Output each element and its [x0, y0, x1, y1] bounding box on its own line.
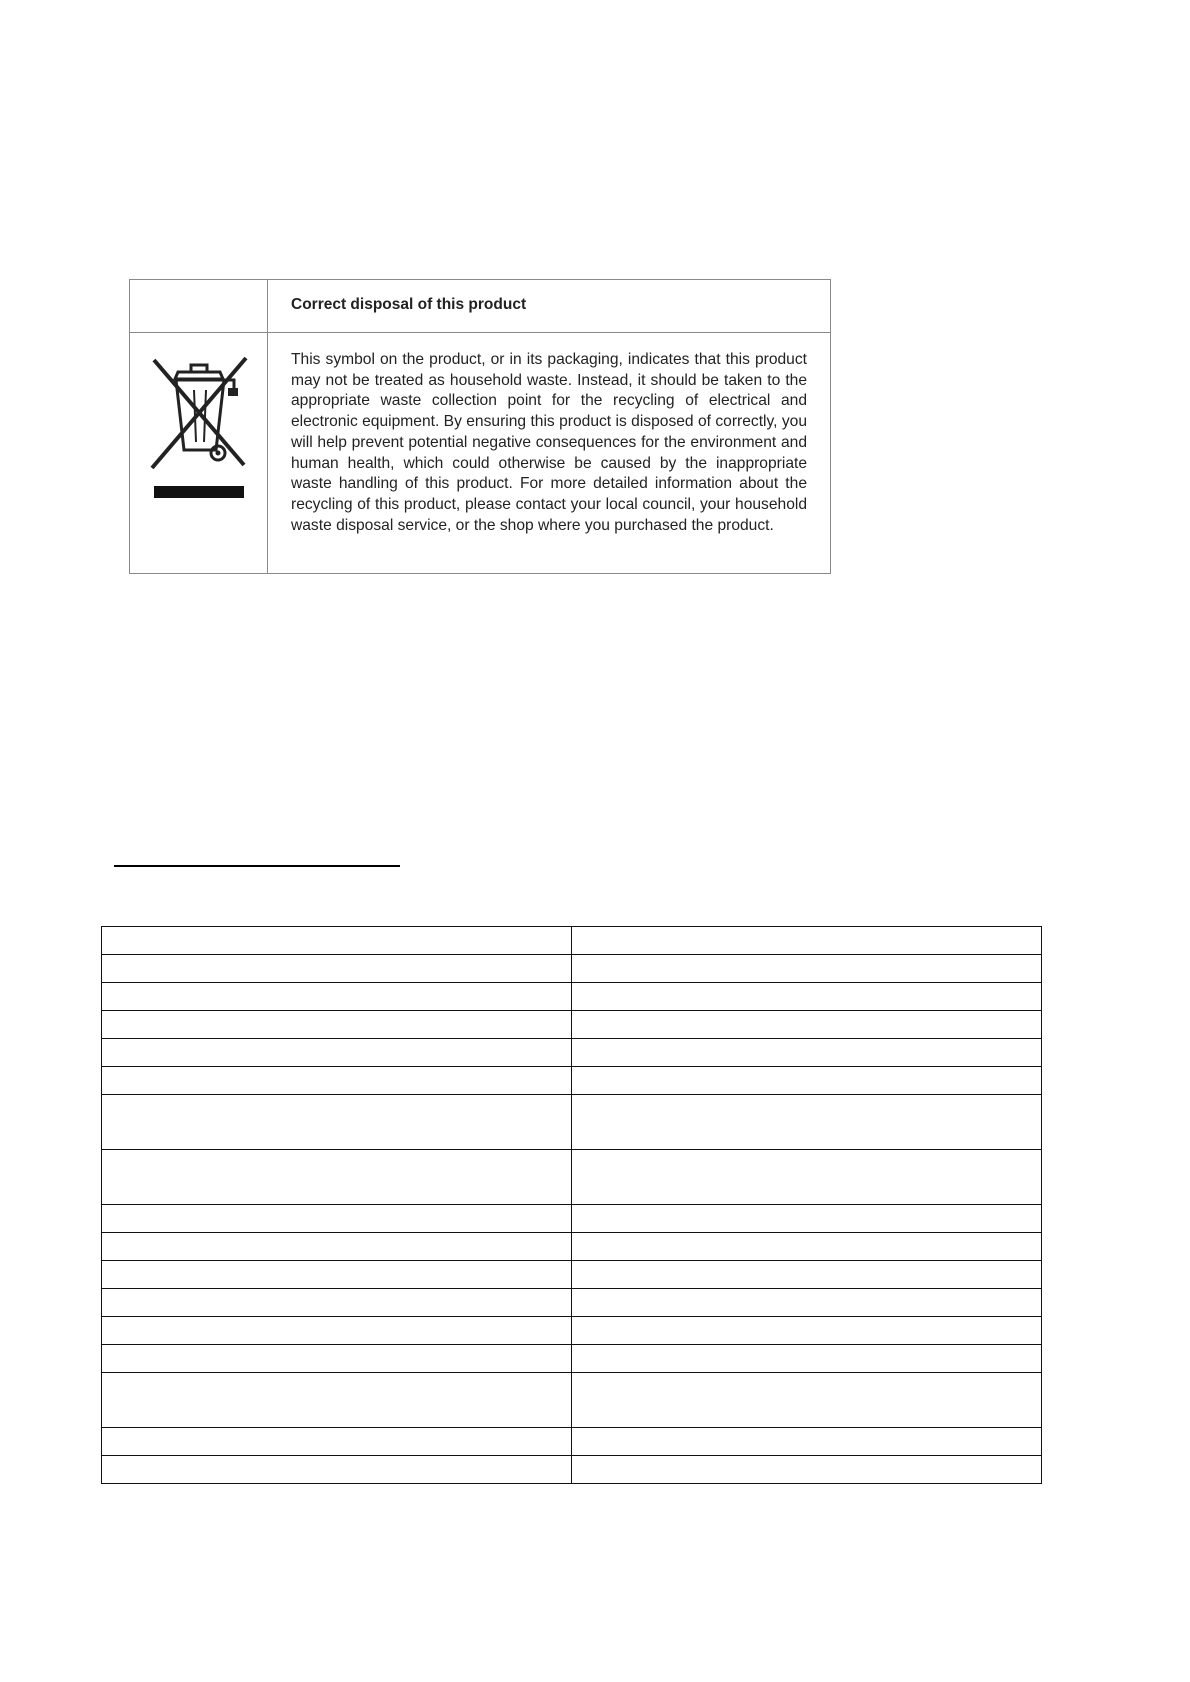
- section-heading-underline: [114, 865, 400, 867]
- table-cell-value: [572, 1205, 1042, 1233]
- table-row: [102, 1428, 1042, 1456]
- table-row: [102, 1095, 1042, 1150]
- disposal-notice-box: [129, 279, 831, 574]
- specification-table-body: [102, 927, 1042, 1484]
- table-row: [102, 927, 1042, 955]
- table-row: [102, 1233, 1042, 1261]
- notice-row-divider: [130, 332, 830, 333]
- table-cell-value: [572, 1261, 1042, 1289]
- table-cell-label: [102, 1261, 572, 1289]
- table-cell-label: [102, 1317, 572, 1345]
- table-cell-value: [572, 927, 1042, 955]
- table-cell-value: [572, 1011, 1042, 1039]
- table-cell-label: [102, 1150, 572, 1205]
- table-cell-value: [572, 1067, 1042, 1095]
- table-cell-label: [102, 1345, 572, 1373]
- table-cell-value: [572, 983, 1042, 1011]
- specification-table: [101, 926, 1042, 1484]
- table-cell-value: [572, 1150, 1042, 1205]
- table-cell-label: [102, 1373, 572, 1428]
- table-cell-value: [572, 1456, 1042, 1484]
- table-cell-value: [572, 1095, 1042, 1150]
- disposal-notice-title: Correct disposal of this product: [291, 296, 527, 313]
- table-row: [102, 1205, 1042, 1233]
- table-cell-label: [102, 1205, 572, 1233]
- table-cell-label: [102, 1428, 572, 1456]
- table-cell-label: [102, 955, 572, 983]
- notice-column-divider: [267, 280, 268, 573]
- table-cell-label: [102, 927, 572, 955]
- table-row: [102, 1150, 1042, 1205]
- table-cell-value: [572, 1317, 1042, 1345]
- table-cell-value: [572, 1233, 1042, 1261]
- table-row: [102, 1345, 1042, 1373]
- table-cell-value: [572, 1289, 1042, 1317]
- table-cell-value: [572, 1039, 1042, 1067]
- disposal-notice-body: This symbol on the product, or in its packaging, indicates that this product may not be treated as household waste. Instead, it should be taken to the appropriate waste collection point for the recycling of electrical and electronic equipment. By ensuring this product is disposed of correctly, you will help prevent potential negative consequences for the environment and human health, which could otherwise be caused by the inappropriate waste handling of this product. For more detailed information about the recycling of this product, please contact your local council, your household waste disposal service, or the shop where you purchased the product.: [291, 351, 807, 534]
- table-row: [102, 1289, 1042, 1317]
- table-row: [102, 1011, 1042, 1039]
- table-row: [102, 1317, 1042, 1345]
- table-cell-value: [572, 1373, 1042, 1428]
- table-row: [102, 1039, 1042, 1067]
- table-cell-value: [572, 1428, 1042, 1456]
- table-cell-label: [102, 1011, 572, 1039]
- table-cell-label: [102, 1289, 572, 1317]
- table-cell-value: [572, 1345, 1042, 1373]
- table-row: [102, 1456, 1042, 1484]
- table-row: [102, 983, 1042, 1011]
- table-cell-value: [572, 955, 1042, 983]
- crossed-out-wheelie-bin-icon: [144, 350, 254, 498]
- table-cell-label: [102, 1095, 572, 1150]
- table-row: [102, 955, 1042, 983]
- table-cell-label: [102, 983, 572, 1011]
- table-cell-label: [102, 1039, 572, 1067]
- table-cell-label: [102, 1067, 572, 1095]
- table-row: [102, 1067, 1042, 1095]
- table-cell-label: [102, 1456, 572, 1484]
- table-row: [102, 1261, 1042, 1289]
- table-cell-label: [102, 1233, 572, 1261]
- table-row: [102, 1373, 1042, 1428]
